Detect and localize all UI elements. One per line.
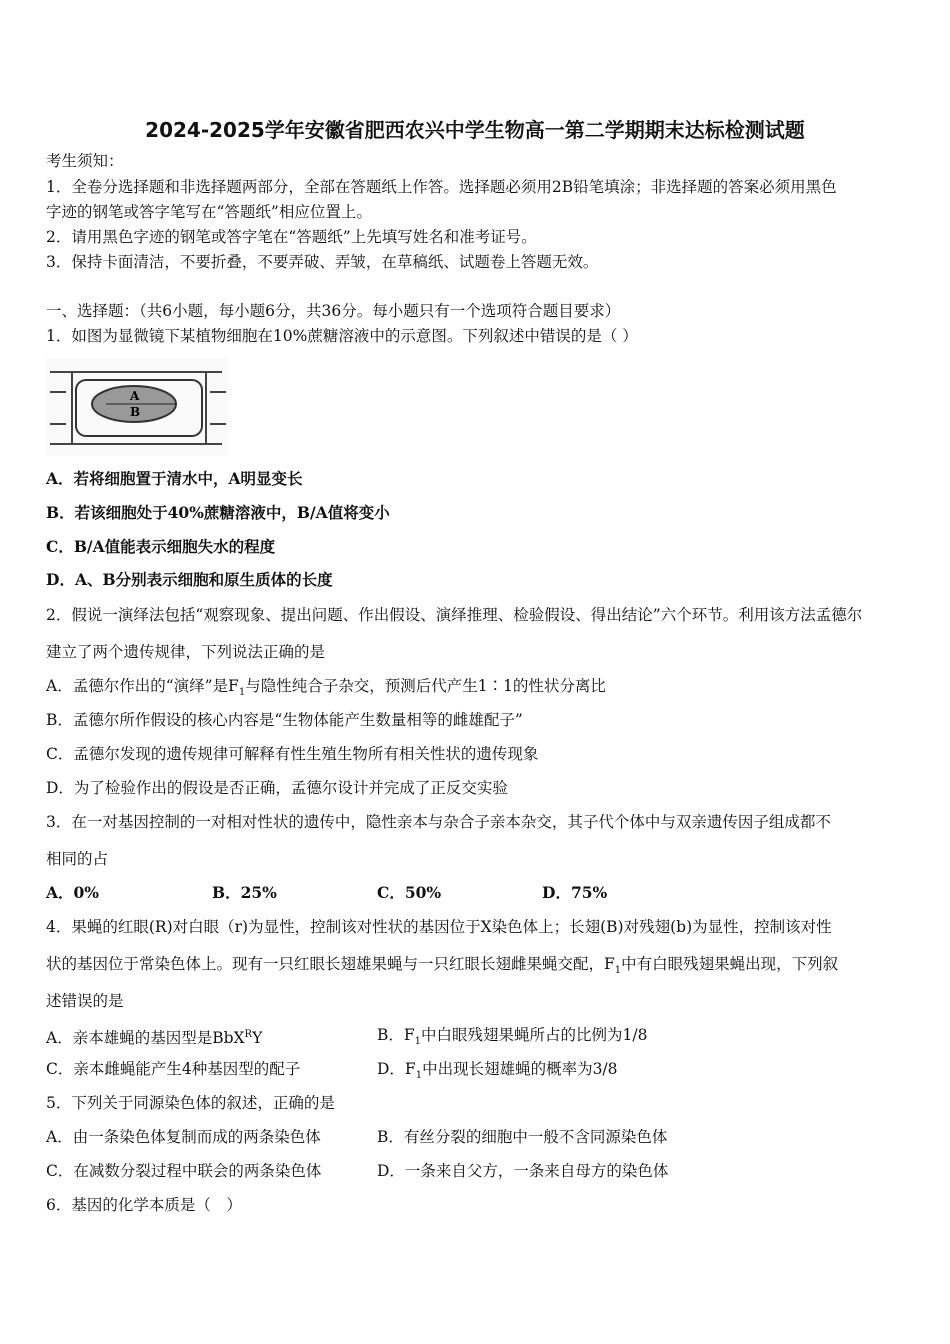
option: B．孟德尔所作假设的核心内容是“生物体能产生数量相等的雌雄配子” (46, 711, 523, 729)
figure-label-a: A (130, 389, 140, 403)
option: C．在减数分裂过程中联会的两条染色体 (46, 1162, 322, 1180)
notice-line: 3．保持卡面清洁，不要折叠，不要弄破、弄皱，在草稿纸、试题卷上答题无效。 (46, 253, 599, 271)
option: A．孟德尔作出的“演绎”是$F_1$与隐性纯合子杂交，预测后代产生1∶1的性状分离比 (46, 677, 606, 699)
option: A．若将细胞置于清水中，A明显变长 (46, 469, 303, 488)
question-4-stem: 述错误的是 (46, 992, 124, 1010)
option: C．孟德尔发现的遗传规律可解释有性生殖生物所有相关性状的遗传现象 (46, 745, 539, 763)
notice-line: 字迹的钢笔或答字笔写在“答题纸”相应位置上。 (46, 203, 372, 221)
option: B．有丝分裂的细胞中一般不含同源染色体 (377, 1128, 668, 1146)
section-heading: 一、选择题：（共6小题，每小题6分，共36分。每小题只有一个选项符合题目要求） (46, 302, 621, 320)
notice-heading: 考生须知： (46, 152, 124, 170)
option: A．由一条染色体复制而成的两条染色体 (46, 1128, 321, 1146)
page-title: 2024-2025学年安徽省肥西农兴中学生物高一第二学期期末达标检测试题 (145, 118, 805, 142)
notice-line: 1．全卷分选择题和非选择题两部分，全部在答题纸上作答。选择题必须用2B铅笔填涂；非选择题的答案必须用黑色 (46, 178, 837, 196)
option: B．$F_1$中白眼残翅果蝇所占的比例为1/8 (377, 1026, 648, 1048)
notice-line: 2．请用黑色字迹的钢笔或答字笔在“答题纸”上先填写姓名和准考证号。 (46, 228, 537, 246)
question-3-stem: 相同的占 (46, 850, 109, 868)
question-6-stem: 6．基因的化学本质是（ ） (46, 1196, 242, 1214)
option: C．B/A值能表示细胞失水的程度 (46, 537, 276, 556)
option: D．$F_1$中出现长翅雄蝇的概率为3/8 (377, 1060, 618, 1082)
option: C．亲本雌蝇能产生4种基因型的配子 (46, 1060, 301, 1078)
option: D．为了检验作出的假设是否正确，孟德尔设计并完成了正反交实验 (46, 779, 508, 797)
plant-cell-figure (46, 358, 228, 456)
question-3-stem: 3．在一对基因控制的一对相对性状的遗传中，隐性亲本与杂合子亲本杂交，其子代个体中与双亲遗传因子组成都不 (46, 813, 831, 831)
figure-label-b: B (130, 405, 141, 419)
question-5-stem: 5．下列关于同源染色体的叙述，正确的是 (46, 1094, 335, 1112)
option: A．0% (46, 883, 100, 902)
option: C．50% (377, 883, 442, 902)
question-2-stem: 建立了两个遗传规律，下列说法正确的是 (46, 643, 326, 661)
option: B．若该细胞处于40%蔗糖溶液中，B/A值将变小 (46, 503, 390, 522)
option: D．A、B分别表示细胞和原生质体的长度 (46, 570, 333, 589)
question-1-stem: 1．如图为显微镜下某植物细胞在10%蔗糖溶液中的示意图。下列叙述中错误的是（ ） (46, 327, 638, 345)
option: B．25% (212, 883, 277, 902)
question-4-stem: 状的基因位于常染色体上。现有一只红眼长翅雄果蝇与一只红眼长翅雌果蝇交配，$F_1$中有白眼残翅果蝇出现，下列叙 (46, 955, 839, 977)
question-4-stem: 4．果蝇的红眼(R)对白眼（r)为显性，控制该对性状的基因位于X染色体上；长翅(B)对残翅(b)为显性，控制该对性 (46, 918, 832, 936)
question-2-stem: 2．假说一演绎法包括“观察现象、提出问题、作出假设、演绎推理、检验假设、得出结论”六个环节。利用该方法孟德尔 (46, 606, 863, 624)
option: D．一条来自父方，一条来自母方的染色体 (377, 1162, 669, 1180)
option: D．75% (542, 883, 608, 902)
option: A．亲本雄蝇的基因型是BbX$^R$Y (46, 1029, 263, 1048)
